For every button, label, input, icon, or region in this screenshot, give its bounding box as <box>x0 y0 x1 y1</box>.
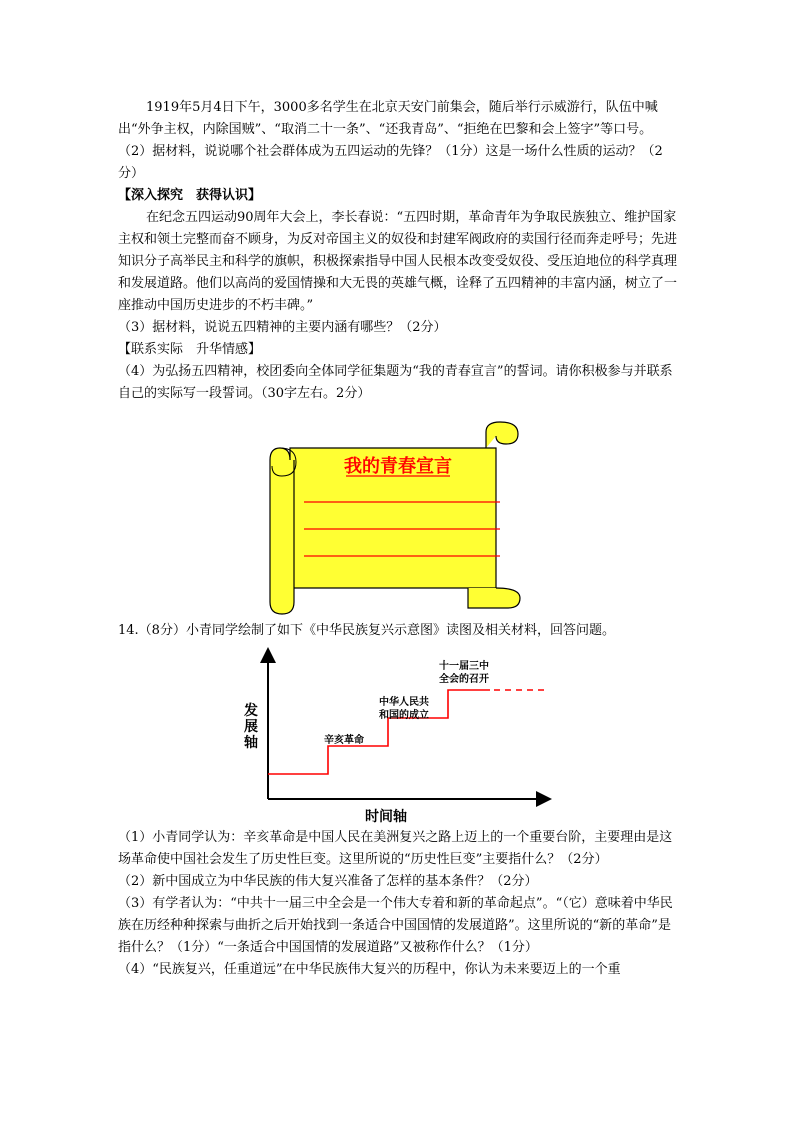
question-14-1: （1）小青同学认为：辛亥革命是中国人民在美洲复兴之路上迈上的一个重要台阶，主要理由是这场革命使中国社会发生了历史性巨变。这里所说的“历史性巨变”主要指什么？（2分） <box>118 830 673 867</box>
step-label-plenum-line2: 全会的召开 <box>439 674 489 685</box>
question-14-3: （3）有学者认为：“中共十一届三中全会是一个伟大专着和新的革命起点”。“（它）意味着中华民族在历经种种探索与曲折之后开始找到一条适合中国国情的发展道路”。这里所说的“新的革命”是指什么？（1分）“一条适合中国国情的发展道路”又被称作什么？（1分） <box>118 896 673 955</box>
question-13-3: （3）据材料，说说五四精神的主要内涵有哪些？（2分） <box>118 320 447 335</box>
quote-paragraph: 在纪念五四运动90周年大会上，李长春说：“五四时期，革命青年为争取民族独立、维护国家主权和领土完整而奋不顾身，为反对帝国主义的奴役和封建军阀政府的卖国行径而奔走呼号；先进知识分子高举民主和科学的旗帜，积极探索指导中国人民根本改变受奴役、受压迫地位的科学真理和发展道路。他们以高尚的爱国情操和大无畏的英雄气概，诠释了五四精神的丰富内涵，树立了一座推动中国历史进步的不朽丰碑。” <box>118 210 678 313</box>
step-label-prc-line1: 中华人民共 <box>379 697 429 708</box>
ylabel-char-3: 轴 <box>244 735 258 751</box>
section-heading-explore: 【深入探究 获得认识】 <box>118 188 262 203</box>
ylabel-char-1: 发 <box>244 703 258 719</box>
x-axis-label: 时间轴 <box>365 809 407 825</box>
step-label-plenum-line1: 十一届三中 <box>439 661 489 672</box>
question-14-intro <box>118 620 678 642</box>
question-14-4: （4）“民族复兴，任重道远”在中华民族伟大复兴的历程中，你认为未来要迈上的一个重 <box>118 962 621 977</box>
question-14-intro-text: 14.（8分）小青同学绘制了如下《中华民族复兴示意图》读图及相关材料，回答问题。 <box>118 623 615 638</box>
scroll-title: 我的青春宣言 <box>344 456 452 477</box>
section-heading-practice: 【联系实际 升华情感】 <box>118 342 262 357</box>
text-block-q14 <box>118 827 678 981</box>
text-block-q13 <box>118 97 678 405</box>
ylabel-char-2: 展 <box>244 719 258 735</box>
question-13-2: （2）据材料，说说哪个社会群体成为五四运动的先锋？（1分）这是一场什么性质的运动？（2分） <box>118 144 663 181</box>
step-label-prc-line2: 和国的成立 <box>379 710 429 721</box>
revival-chart <box>236 643 556 825</box>
question-14-2: （2）新中国成立为中华民族的伟大复兴准备了怎样的基本条件？（2分） <box>118 874 538 889</box>
material-paragraph: 1919年5月4日下午，3000多名学生在北京天安门前集会，随后举行示威游行，队伍中喊出“外争主权，内除国贼”、“取消二十一条”、“还我青岛”、“拒绝在巴黎和会上签字”等口号。 <box>118 100 658 137</box>
step-label-xinhai: 辛亥革命 <box>324 735 364 746</box>
youth-declaration-scroll <box>268 420 524 618</box>
question-13-4: （4）为弘扬五四精神，校团委向全体同学征集题为“我的青春宣言”的誓词。请你积极参与并联系自己的实际写一段誓词。（30字左右。2分） <box>118 364 673 401</box>
